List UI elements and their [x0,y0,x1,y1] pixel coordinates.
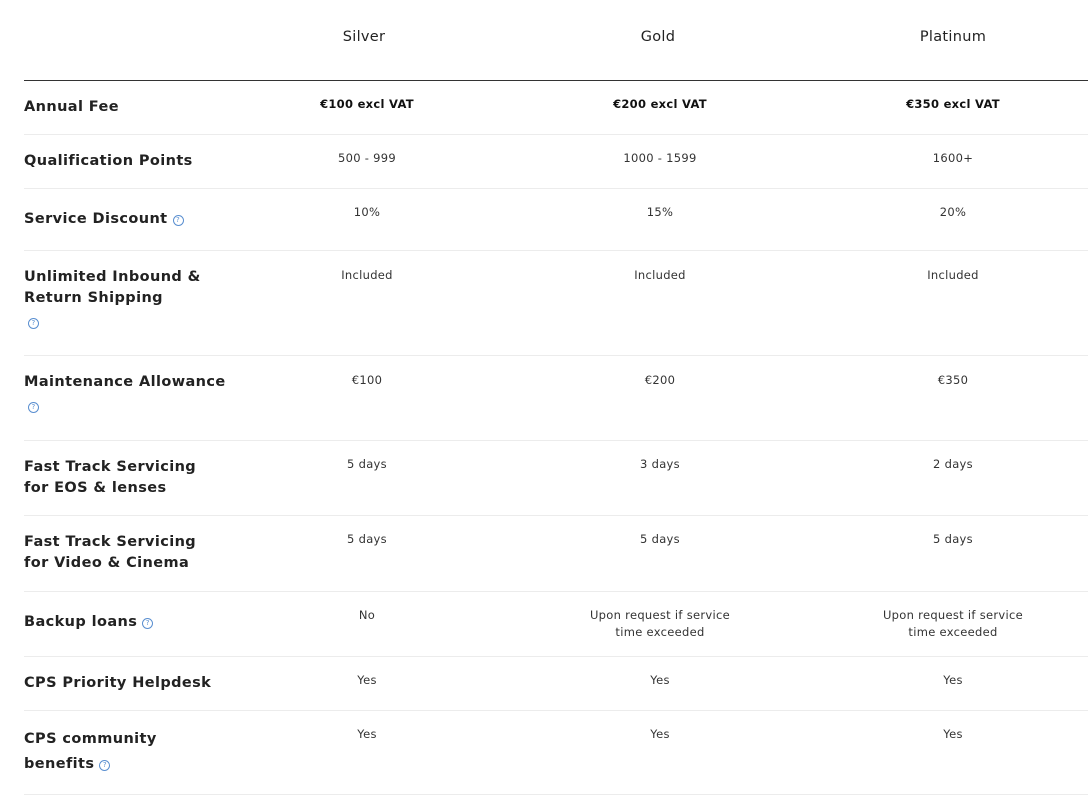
cell-platinum: 5 days [933,532,973,546]
cell-gold: 5 days [640,532,680,546]
cell-silver: 5 days [347,532,387,546]
table-row-maintenance-allowance [24,356,1088,441]
row-label: CPS Priority Helpdesk [24,675,212,691]
cell-gold: 3 days [640,457,680,471]
cell-platinum: 1600+ [932,151,974,165]
info-circle-icon[interactable]: ? [99,760,110,771]
tier-heading-gold: Gold [640,29,676,45]
cell-gold: €200 [644,373,676,387]
cell-gold: Included [634,268,686,282]
info-circle-icon[interactable]: ? [173,215,184,226]
table-row-backup-loans [24,592,1088,657]
table-row-annual-fee [24,81,1088,135]
table-header [24,0,1088,81]
cell-platinum: €350 excl VAT [906,97,1000,111]
cell-gold: 15% [646,205,674,219]
cell-platinum: Yes [943,727,963,741]
table-row-service-discount [24,189,1088,251]
cell-silver: Yes [357,673,377,687]
cell-platinum: €350 [937,373,969,387]
row-label: Fast Track Servicing for EOS & lenses [24,459,197,496]
table-row-fast-track-eos [24,441,1088,516]
info-circle-icon[interactable]: ? [142,618,153,629]
row-label: Annual Fee [24,99,119,115]
row-label: Unlimited Inbound & Return Shipping ? [24,269,201,327]
cell-platinum: Yes [943,673,963,687]
cell-gold: €200 excl VAT [613,97,707,111]
cell-silver: €100 [351,373,383,387]
cell-platinum: Upon request if service time exceeded [882,608,1024,639]
cell-platinum: 2 days [933,457,973,471]
cell-silver: 500 - 999 [337,151,397,165]
info-circle-icon[interactable]: ? [28,402,39,413]
cell-gold: Upon request if service time exceeded [589,608,731,639]
cell-gold: Yes [650,727,670,741]
table-row-unlimited-shipping [24,251,1088,356]
table-row-qualification-points [24,135,1088,189]
row-label: Backup loans ? [24,612,224,633]
table-row-community-benefits [24,711,1088,795]
cell-gold: 1000 - 1599 [623,151,697,165]
row-label: Service Discount ? [24,209,224,230]
row-label: Maintenance Allowance ? [24,374,226,411]
tier-heading-silver: Silver [342,29,386,45]
row-label: CPS community benefits ? [24,731,157,772]
info-circle-icon[interactable]: ? [28,318,39,329]
cell-silver: No [358,608,376,622]
cell-silver: Included [341,268,393,282]
cell-silver: Yes [357,727,377,741]
tier-heading-platinum: Platinum [919,29,987,45]
cell-platinum: Included [927,268,979,282]
table-row-fast-track-video [24,516,1088,592]
table-row-priority-helpdesk [24,657,1088,711]
cell-silver: 10% [353,205,381,219]
cell-gold: Yes [650,673,670,687]
row-label: Fast Track Servicing for Video & Cinema [24,534,197,571]
cell-silver: 5 days [347,457,387,471]
row-label: Qualification Points [24,153,193,169]
cell-platinum: 20% [939,205,967,219]
cell-silver: €100 excl VAT [320,97,414,111]
